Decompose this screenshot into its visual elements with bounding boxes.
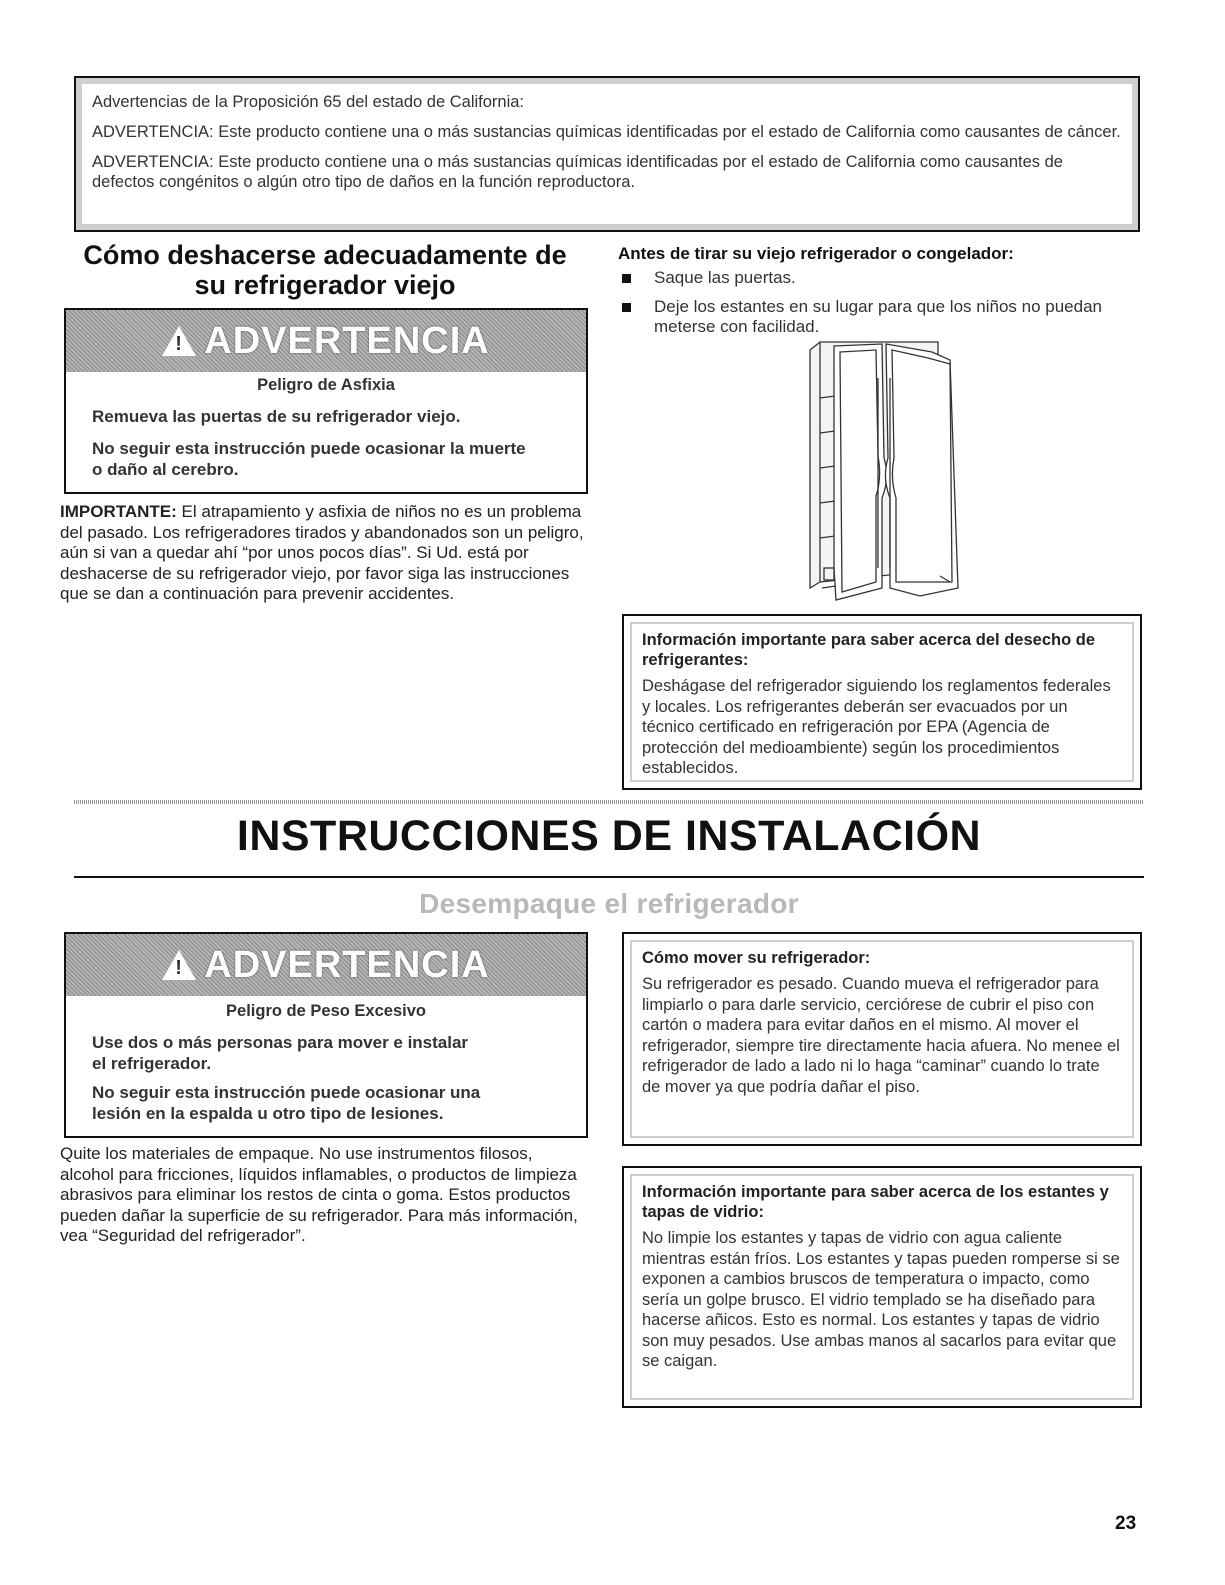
page-number: 23 xyxy=(1115,1513,1137,1534)
warning-banner-label: ADVERTENCIA xyxy=(204,943,490,986)
warning-instruction-line1: Use dos o más personas para mover e instalar xyxy=(92,1033,469,1052)
warning-consequence xyxy=(92,1082,480,1124)
prop65-reproductive-warning: ADVERTENCIA: Este producto contiene una o más sustancias químicas identificadas por el estado de California como causantes de defectos congénitos o algún otro tipo de daños en la función reproductora. xyxy=(92,153,1063,191)
before-discard-section xyxy=(618,244,1138,346)
warning-hazard-title: Peligro de Peso Excesivo xyxy=(226,1002,426,1020)
warning-triangle-icon: ! xyxy=(162,950,196,980)
important-label: IMPORTANTE: xyxy=(60,502,177,521)
warning-consequence-line2: lesión en la espalda u otro tipo de lesiones. xyxy=(92,1104,444,1123)
warning-banner xyxy=(66,310,586,372)
prop65-cancer-warning: ADVERTENCIA: Este producto contiene una o más sustancias químicas identificadas por el estado de California como causantes de cáncer. xyxy=(92,123,1121,141)
section-divider xyxy=(74,800,1144,804)
unpack-subtitle: Desempaque el refrigerador xyxy=(419,888,799,919)
disposal-heading xyxy=(60,240,590,300)
refrigerator-illustration xyxy=(790,338,970,610)
move-info-text: Su refrigerador es pesado. Cuando mueva el refrigerador para limpiarlo o para darle servicio, cerciórese de cubrir el piso con cartón o madera para evitar daños en el mismo. Al mover el refrigerador, siempre tire directamente hacia afuera. No menee el refrigerador de lado a lado ni lo haga “caminar” cuando lo trate de mover ya que podría dañar el piso. xyxy=(642,975,1120,1096)
before-discard-heading: Antes de tirar su viejo refrigerador o congelador: xyxy=(618,244,1014,263)
move-info-title: Cómo mover su refrigerador: xyxy=(642,949,871,967)
glass-info-text: No limpie los estantes y tapas de vidrio con agua caliente mientras están fríos. Los estantes y tapas pueden romperse si se exponen a cambios bruscos de temperatura o impacto, como sería un golpe brusco. El vidrio templado se ha diseñado para hacerse añicos. Esto es normal. Los estantes y tapas de vidrio son muy pesados. Use ambas manos al sacarlos para evitar que se caigan. xyxy=(642,1229,1120,1370)
warning-banner-label: ADVERTENCIA xyxy=(204,319,490,362)
installation-title: INSTRUCCIONES DE INSTALACIÓN xyxy=(236,812,982,860)
warning-instruction xyxy=(92,1032,468,1074)
warning-consequence xyxy=(92,438,526,480)
prop65-intro: Advertencias de la Proposición 65 del estado de California: xyxy=(92,93,525,111)
list-item: Saque las puertas. xyxy=(618,268,1138,288)
list-item: Deje los estantes en su lugar para que los niños no puedan meterse con facilidad. xyxy=(618,297,1138,337)
refrigerant-info-title: Información importante para saber acerca del desecho de refrigerantes: xyxy=(642,631,1095,669)
disposal-heading-line1: Cómo deshacerse adecuadamente de xyxy=(83,240,567,270)
warning-banner xyxy=(66,934,586,996)
warning-consequence-line2: o daño al cerebro. xyxy=(92,460,239,479)
prop65-notice xyxy=(74,76,1140,232)
warning-instruction: Remueva las puertas de su refrigerador viejo. xyxy=(92,407,461,426)
move-info-box xyxy=(622,932,1142,1146)
warning-consequence-line1: No seguir esta instrucción puede ocasionar la muerte xyxy=(92,439,526,458)
before-discard-list xyxy=(618,268,1138,337)
warning-triangle-icon: ! xyxy=(162,326,196,356)
glass-info-box xyxy=(622,1166,1142,1408)
disposal-heading-line2: su refrigerador viejo xyxy=(194,270,456,300)
asphyxia-warning-box xyxy=(64,308,588,494)
warning-instruction-line2: el refrigerador. xyxy=(92,1054,212,1073)
refrigerant-info-text: Deshágase del refrigerador siguiendo los reglamentos federales y locales. Los refrigerantes deberán ser evacuados por un técnico certificado en refrigeración por EPA (Agencia de protección del medioambiente) según los procedimientos establecidos. xyxy=(642,677,1111,777)
warning-hazard-title: Peligro de Asfixia xyxy=(257,376,395,394)
glass-info-title: Información importante para saber acerca de los estantes y tapas de vidrio: xyxy=(642,1183,1109,1221)
warning-consequence-line1: No seguir esta instrucción puede ocasionar una xyxy=(92,1083,481,1102)
important-text: El atrapamiento y asfixia de niños no es un problema del pasado. Los refrigeradores tirados y abandonados son un peligro, aún si van a quedar ahí “por unos pocos días”. Si Ud. está por deshacerse de su refrigerador viejo, por favor siga las instrucciones que se dan a continuación para prevenir accidentes. xyxy=(60,502,584,603)
refrigerant-info-box xyxy=(622,614,1142,790)
weight-warning-box xyxy=(64,932,588,1138)
important-paragraph xyxy=(60,502,590,605)
title-rule xyxy=(74,876,1144,878)
unpack-paragraph: Quite los materiales de empaque. No use instrumentos filosos, alcohol para fricciones, líquidos inflamables, o productos de limpieza abrasivos para eliminar los restos de cinta o goma. Estos productos pueden dañar la superficie de su refrigerador. Para más información, vea “Seguridad del refrigerador”. xyxy=(60,1144,578,1245)
